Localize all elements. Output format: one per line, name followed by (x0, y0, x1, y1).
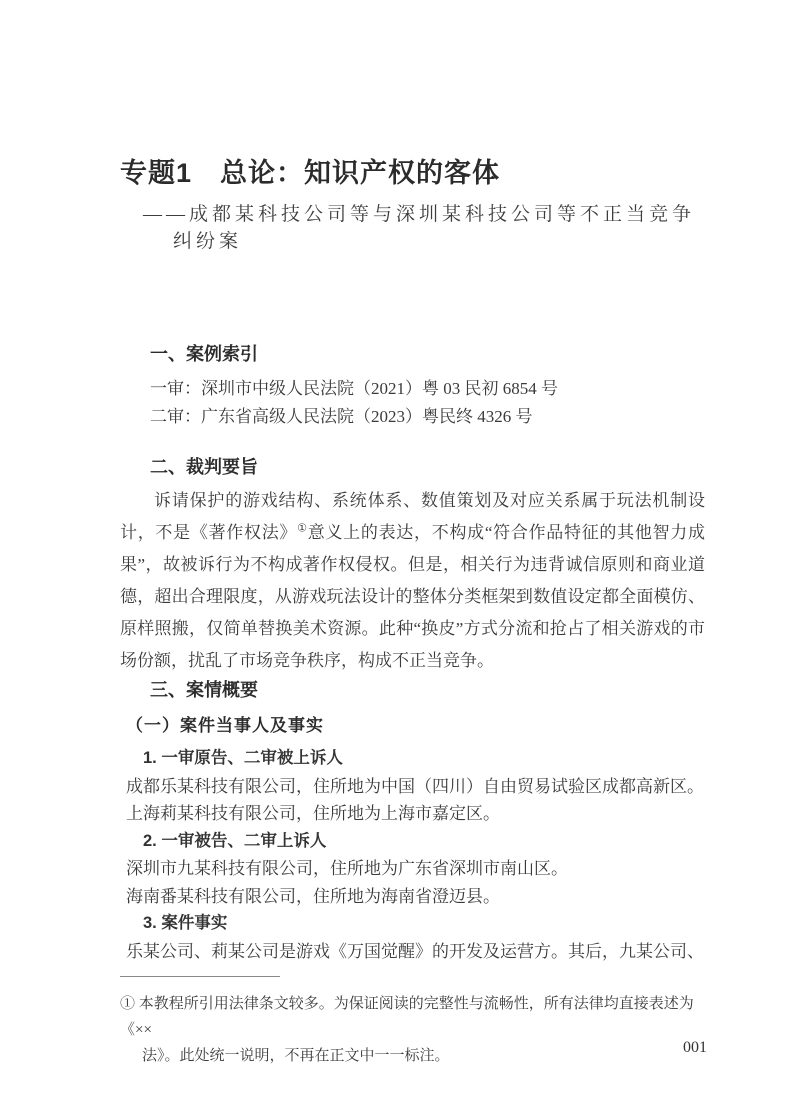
subsection-heading-parties-and-facts: （一）案件当事人及事实 (126, 716, 324, 735)
defendant-line-hainan: 海南番某科技有限公司，住所地为海南省澄迈县。 (126, 886, 500, 906)
page-number: 001 (683, 1039, 707, 1056)
section-heading-case-summary: 三、案情概要 (150, 680, 258, 700)
facts-first-line: 乐某公司、莉某公司是游戏《万国觉醒》的开发及运营方。其后，九某公司、 (126, 941, 704, 961)
plaintiff-line-chengdu: 成都乐某科技有限公司，住所地为中国（四川）自由贸易试验区成都高新区。 (126, 776, 704, 796)
footnote-divider (120, 976, 280, 977)
section-heading-case-index: 一、案例索引 (150, 344, 258, 364)
case-subtitle-line1: ——成都某科技公司等与深圳某科技公司等不正当竞争 (143, 204, 696, 225)
item-heading-facts: 3. 案件事实 (143, 914, 228, 932)
item-heading-plaintiffs: 1. 一审原告、二审被上诉人 (143, 749, 343, 767)
defendant-line-shenzhen: 深圳市九某科技有限公司，住所地为广东省深圳市南山区。 (126, 859, 568, 878)
footnote-line1 (120, 991, 705, 1043)
first-instance-court-line: 一审：深圳市中级人民法院（2021）粤 03 民初 6854 号 (150, 379, 558, 398)
section-heading-judgment-gist: 二、裁判要旨 (150, 457, 258, 477)
item-heading-defendants: 2. 一审被告、二审上诉人 (143, 831, 327, 850)
footnote-text-line2: 法》。此处统一说明，不再在正文中一一标注。 (142, 1048, 450, 1064)
second-instance-court-line: 二审：广东省高级人民法院（2023）粤民终 4326 号 (150, 407, 533, 426)
page-title: 专题1 总论：知识产权的客体 (120, 158, 501, 188)
gist-text-after-note: 意义上的表达，不构成“符合作品特征的其他智力成果”，故被诉行为不构成著作权侵权。但是，相关行为违背诚信原则和商业道德，超出合理限度，从游戏玩法设计的整体分类框架到数值设定都全面模仿、原样照搬，仅简单替换美术资源。此种“换皮”方式分流和抢占了相关游戏的市场份额，扰乱了市场竞争秩序，构成不正当竞争。 (120, 523, 705, 670)
footnote-block (120, 976, 705, 1069)
footnote-reference-marker: ① (297, 522, 308, 535)
footnote-marker: ① (120, 996, 136, 1012)
plaintiff-line-shanghai: 上海莉某科技有限公司，住所地为上海市嘉定区。 (126, 804, 500, 823)
footnote-text-line1: 本教程所引用法律条文较多。为保证阅读的完整性与流畅性，所有法律均直接表述为《×× (120, 996, 694, 1038)
case-subtitle-line2: 纠纷案 (173, 231, 243, 252)
gist-text-before-note: 诉请保护的游戏结构、系统体系、数值策划及对应关系属于玩法机制设计，不是《著作权法》 (120, 491, 705, 542)
judgment-gist-paragraph (120, 485, 705, 677)
